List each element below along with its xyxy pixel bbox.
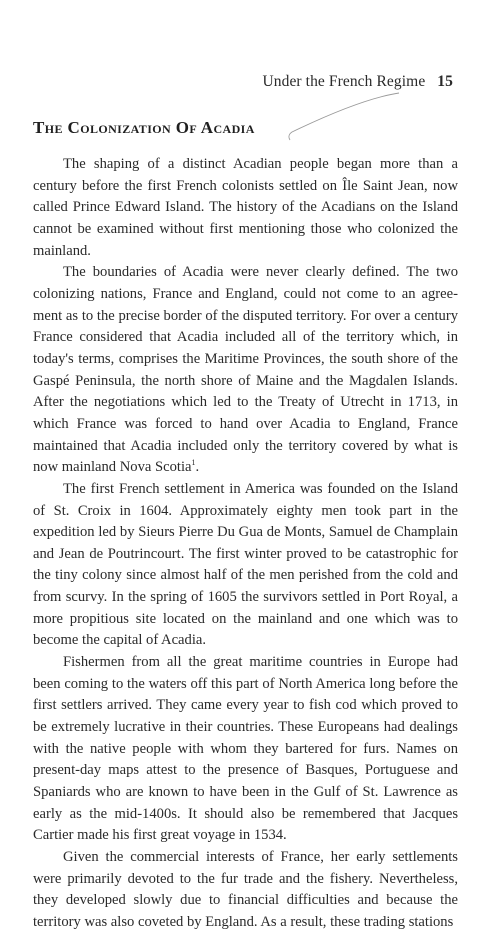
paragraph-text-end: . bbox=[195, 459, 200, 476]
page-number: 15 bbox=[437, 73, 453, 90]
paragraph: The shaping of a distinct Acadian people began more than a century before the first French colonists settled on Île Saint Jean, now called Prince Edward Island. The history of the Acadians on the Island cannot be examined without first mentioning those who colonized the mainland. bbox=[33, 156, 458, 259]
paragraph: Given the commercial interests of France, her early settlements were primarily devoted to the fur trade and the fishery. Nevertheless, they developed slowly due to financial difficulties and because the territory was also coveted by England. As a result, these trading stations bbox=[33, 849, 458, 930]
running-head-title: Under the French Regime bbox=[262, 73, 426, 90]
body-text bbox=[33, 154, 458, 934]
paragraph: Fishermen from all the great maritime countries in Europe had been coming to the waters off this part of North America long before the first settlers arrived. They came every year to fish cod which proved to be extremely lucrative in their countries. These Europeans had dealings with the native people with whom they bartered for furs. Names on present-day maps attest to the presence of Basques, Portuguese and Spaniards who are known to have been in the Gulf of St. Lawrence as early as the mid-1400s. It should also be remembered that Jacques Cartier made his first great voyage in 1534. bbox=[33, 654, 458, 844]
chapter-title: The Colonization Of Acadia bbox=[33, 118, 255, 137]
paragraph-text: The boundaries of Acadia were never clearly defined. The two colonizing nations, France and England, could not come to an agreement as to the precise border of the disputed territory. For over a century France considered that Acadia included all of the territory which, in today's terms, comprises the Maritime Provinces, the south shore of the Gaspé Peninsula, the north shore of Maine and the Magdalen Islands. After the negotiations which led to the Treaty of Utrecht in 1713, in which France was forced to hand over Acadia to England, France maintained that Acadia included only the territory covered by what is now mainland Nova Scotia bbox=[33, 264, 458, 476]
decorative-flourish-line bbox=[286, 92, 402, 142]
paragraph: The first French settlement in America was founded on the Island of St. Croix in 1604. Approximately eighty men took part in the expedition led by Sieurs Pierre Du Gua de Monts, Samuel de Champlain and Jean de Poutrincourt. The first winter proved to be catastrophic for the tiny colony since almost half of the men perished from the cold and from scurvy. In the spring of 1605 the survivors settled in Port Royal, a more propitious site located on the mainland and one which was to become the capital of Acadia. bbox=[33, 480, 458, 649]
running-head bbox=[262, 73, 453, 91]
footnote-marker: 1 bbox=[191, 458, 196, 468]
paragraph bbox=[33, 262, 458, 479]
